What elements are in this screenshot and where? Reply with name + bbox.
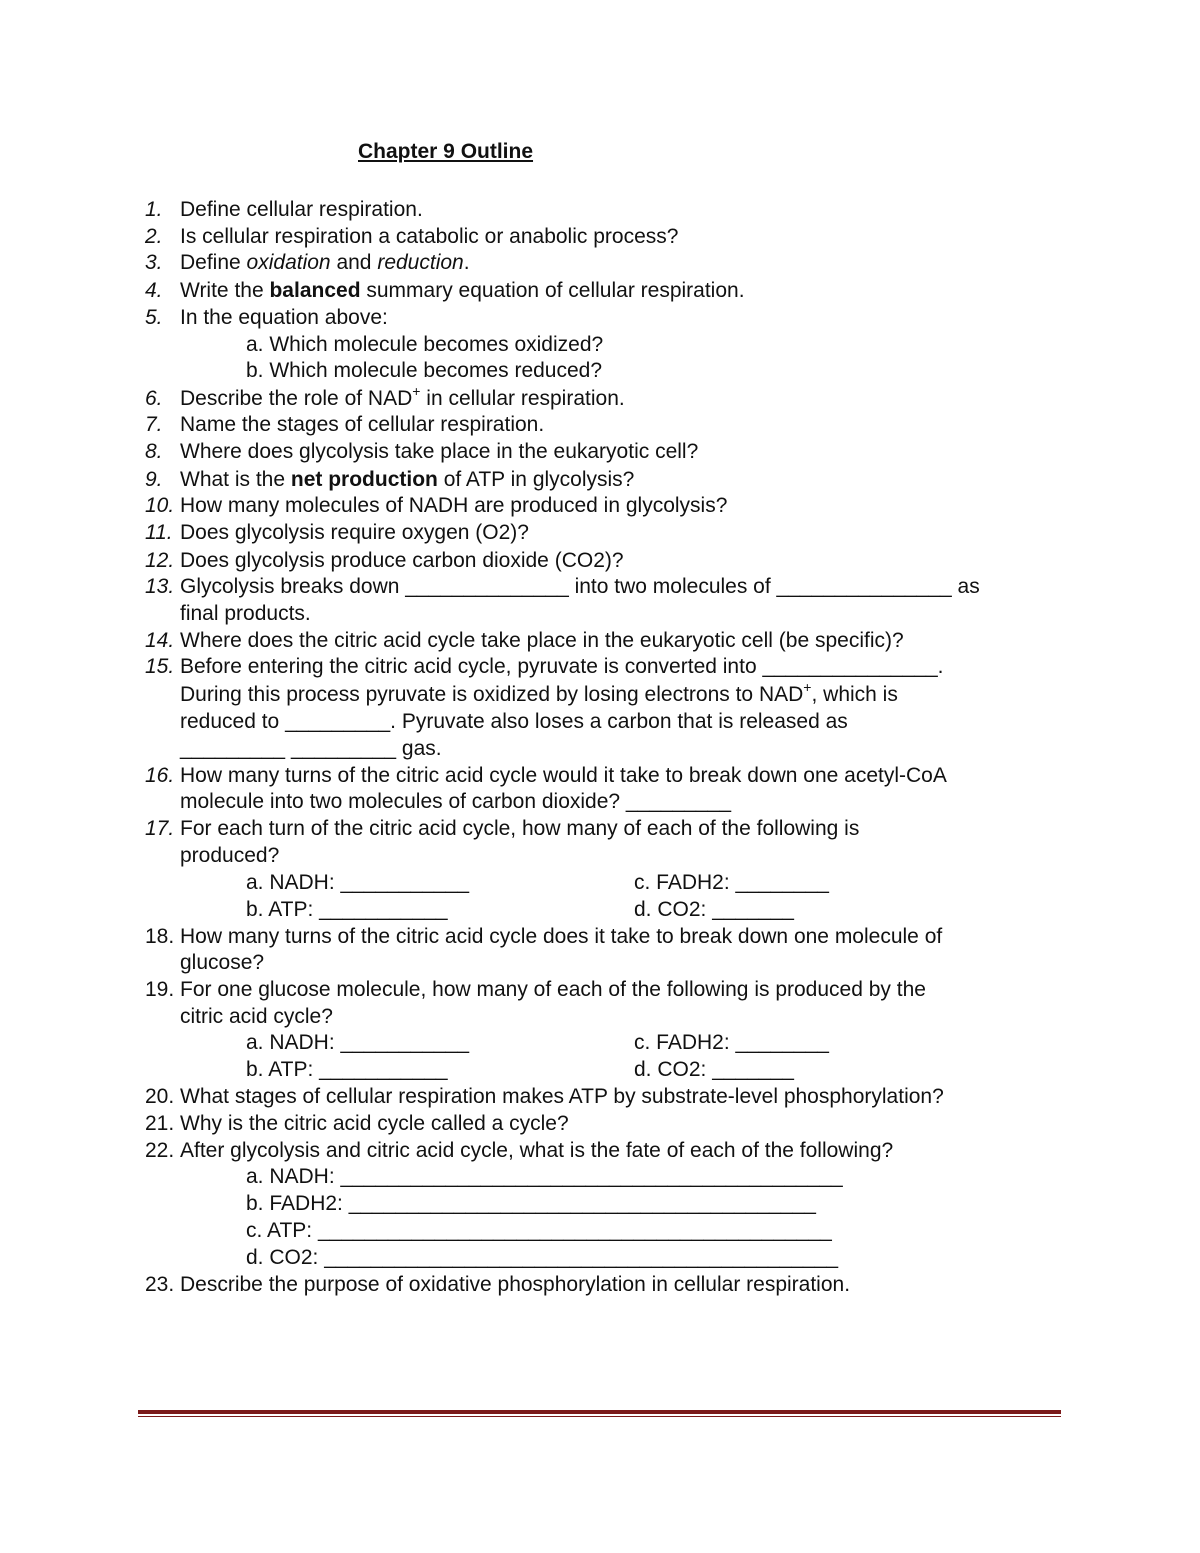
question-text: For each turn of the citric acid cycle, how many of each of the following is [180,817,860,840]
question-text: For one glucose molecule, how many of each of the following is produced by the [180,978,926,1001]
item-number: 16. [145,764,175,787]
item-number: 1. [145,198,163,221]
question-text: Name the stages of cellular respiration. [180,413,545,436]
sub-question: c. ATP: ____________________________________________ [246,1219,832,1242]
item-number: 20. [145,1085,175,1108]
item-number: 21. [145,1112,175,1135]
question-text: molecule into two molecules of carbon dioxide? _________ [180,790,732,813]
footer-rule-thin [138,1416,1061,1417]
item-number: 17. [145,817,175,840]
question-text: Before entering the citric acid cycle, pyruvate is converted into _______________. [180,655,944,678]
page-title: Chapter 9 Outline [358,140,534,163]
item-number: 4. [145,279,163,302]
question-text: How many molecules of NADH are produced in glycolysis? [180,494,728,517]
question-text: In the equation above: [180,306,388,329]
question-text: final products. [180,602,311,625]
sub-question: b. ATP: ___________ [246,1058,448,1081]
item-number: 12. [145,549,175,572]
question-text: reduced to _________. Pyruvate also loses a carbon that is released as [180,710,848,733]
question-text: Does glycolysis require oxygen (O2)? [180,521,529,544]
question-text: After glycolysis and citric acid cycle, what is the fate of each of the following? [180,1139,894,1162]
item-number: 10. [145,494,175,517]
item-number: 11. [145,521,173,544]
question-text: How many turns of the citric acid cycle would it take to break down one acetyl-CoA [180,764,947,787]
sub-question: d. CO2: _______ [634,1058,794,1081]
item-number: 3. [145,251,163,274]
question-text: citric acid cycle? [180,1005,333,1028]
item-number: 13. [145,575,175,598]
question-text: Describe the role of NAD+ in cellular respiration. [180,383,625,410]
sub-question: a. NADH: ___________________________________________ [246,1165,843,1188]
item-number: 9. [145,468,163,491]
sub-question: b. FADH2: ________________________________________ [246,1192,816,1215]
sub-question: d. CO2: ____________________________________________ [246,1246,839,1269]
question-text: Describe the purpose of oxidative phosphorylation in cellular respiration. [180,1273,851,1296]
sub-question: a. NADH: ___________ [246,1031,469,1054]
question-text: During this process pyruvate is oxidized by losing electrons to NAD+, which is [180,679,898,706]
item-number: 5. [145,306,163,329]
question-text: What stages of cellular respiration makes ATP by substrate-level phosphorylation? [180,1085,944,1108]
item-number: 6. [145,387,163,410]
question-text: Define cellular respiration. [180,198,423,221]
sub-question: c. FADH2: ________ [634,871,829,894]
footer-rule [138,1410,1061,1414]
item-number: 18. [145,925,175,948]
sub-question: d. CO2: _______ [634,898,794,921]
question-text: Where does glycolysis take place in the eukaryotic cell? [180,440,699,463]
item-number: 15. [145,655,175,678]
sub-question: b. Which molecule becomes reduced? [246,359,603,382]
question-text: Write the balanced summary equation of cellular respiration. [180,279,745,302]
item-number: 14. [145,629,175,652]
question-text: How many turns of the citric acid cycle does it take to break down one molecule of [180,925,943,948]
item-number: 19. [145,978,175,1001]
item-number: 8. [145,440,163,463]
sub-question: c. FADH2: ________ [634,1031,829,1054]
question-text: _________ _________ gas. [180,737,442,760]
question-text: Why is the citric acid cycle called a cycle? [180,1112,569,1135]
question-text: glucose? [180,951,265,974]
question-text: Glycolysis breaks down ______________ into two molecules of _______________ as [180,575,980,598]
sub-question: b. ATP: ___________ [246,898,448,921]
item-number: 23. [145,1273,175,1296]
question-text: Is cellular respiration a catabolic or anabolic process? [180,225,679,248]
question-text: What is the net production of ATP in glycolysis? [180,468,635,491]
question-text: Where does the citric acid cycle take place in the eukaryotic cell (be specific)? [180,629,904,652]
item-number: 2. [145,225,163,248]
question-text: Does glycolysis produce carbon dioxide (CO2)? [180,549,624,572]
question-text: Define oxidation and reduction. [180,251,470,274]
question-text: produced? [180,844,280,867]
item-number: 22. [145,1139,175,1162]
sub-question: a. NADH: ___________ [246,871,469,894]
item-number: 7. [145,413,163,436]
sub-question: a. Which molecule becomes oxidized? [246,333,604,356]
